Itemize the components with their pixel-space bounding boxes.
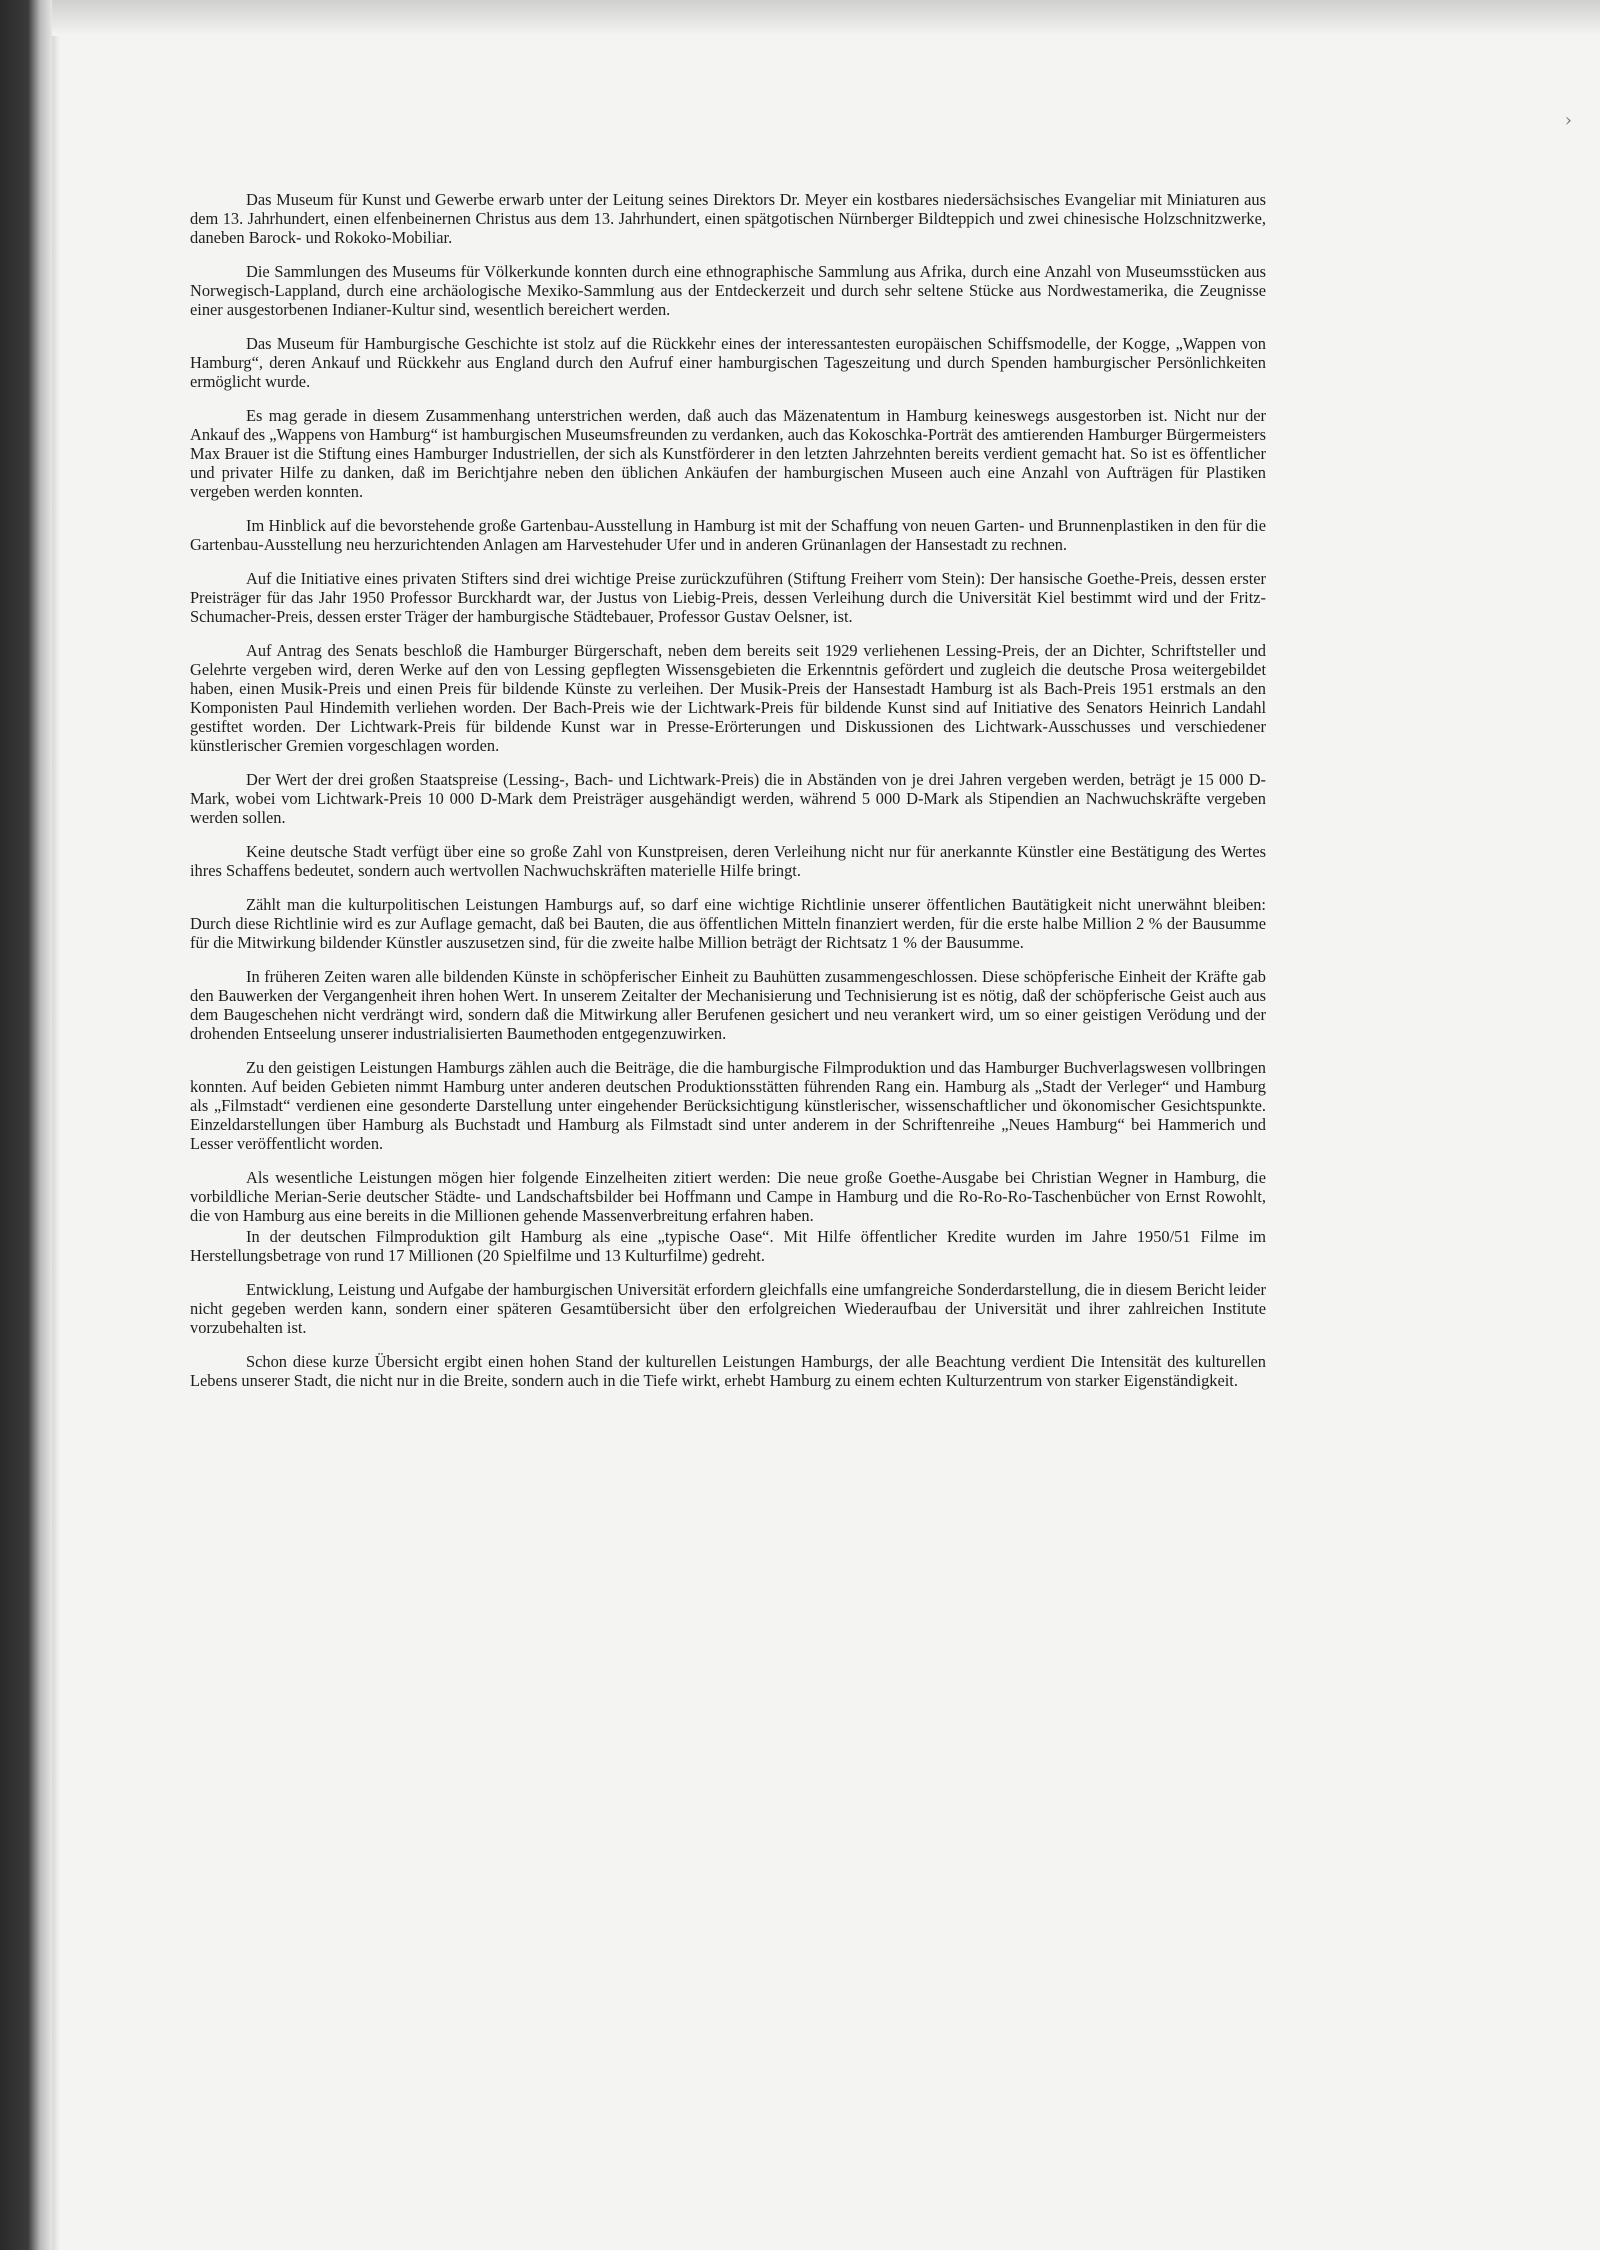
paragraph: Zählt man die kulturpolitischen Leistungen Hamburgs auf, so darf eine wichtige Richtlinie unserer öffentlichen Bautätigkeit nicht unerwähnt bleiben: Durch diese Richtlinie wird es zur Auflage gemacht, daß bei Bauten, die aus öffentlichen Mitteln finanziert werden, für die erste halbe Million 2 % der Bausumme für die Mitwirkung bildender Künstler auszusetzen sind, für die zweite halbe Million beträgt der Richtsatz 1 % der Bausumme. bbox=[190, 895, 1266, 952]
paragraph: Es mag gerade in diesem Zusammenhang unterstrichen werden, daß auch das Mäzenatentum in Hamburg keineswegs ausgestorben ist. Nicht nur der Ankauf des „Wappens von Hamburg“ ist hamburgischen Museumsfreunden zu verdanken, auch das Kokoschka-Porträt des amtierenden Hamburger Bürgermeisters Max Brauer ist die Stiftung eines Hamburger Industriellen, der sich als Kunstförderer in den letzten Jahrzehnten bereits verdient gemacht hat. So ist es öffentlicher und privater Hilfe zu danken, daß im Berichtjahre neben den üblichen Ankäufen der hamburgischen Museen auch eine Anzahl von Aufträgen für Plastiken vergeben werden konnten. bbox=[190, 406, 1266, 501]
paragraph: Schon diese kurze Übersicht ergibt einen hohen Stand der kulturellen Leistungen Hamburgs, der alle Beachtung verdient Die Intensität des kulturellen Lebens unserer Stadt, die nicht nur in die Breite, sondern auch in die Tiefe wirkt, erhebt Hamburg zu einem echten Kulturzentrum von starker Eigenständigkeit. bbox=[190, 1352, 1266, 1390]
corner-mark: › bbox=[1564, 110, 1572, 131]
paragraph: Entwicklung, Leistung und Aufgabe der hamburgischen Universität erfordern gleichfalls eine umfangreiche Sonderdarstellung, die in diesem Bericht leider nicht gegeben werden kann, sondern einer späteren Gesamtübersicht über den erfolgreichen Wiederaufbau der Universität und ihrer zahlreichen Institute vorzubehalten ist. bbox=[190, 1280, 1266, 1337]
paragraph: Das Museum für Kunst und Gewerbe erwarb unter der Leitung seines Direktors Dr. Meyer ein kostbares niedersächsisches Evangeliar mit Miniaturen aus dem 13. Jahrhundert, einen elfenbeinernen Christus aus dem 13. Jahrhundert, einen spätgotischen Nürnberger Bildteppich und zwei chinesische Holzschnitzwerke, daneben Barock- und Rokoko-Mobiliar. bbox=[190, 190, 1266, 247]
paragraph: Im Hinblick auf die bevorstehende große Gartenbau-Ausstellung in Hamburg ist mit der Schaffung von neuen Garten- und Brunnenplastiken in den für die Gartenbau-Ausstellung neu herzurichtenden Anlagen am Harvestehuder Ufer und in anderen Grünanlagen der Hansestadt zu rechnen. bbox=[190, 516, 1266, 554]
page-left-shadow bbox=[52, 0, 60, 2250]
paragraph: Der Wert der drei großen Staatspreise (Lessing-, Bach- und Lichtwark-Preis) die in Abständen von je drei Jahren vergeben werden, beträgt je 15 000 D-Mark, wobei vom Lichtwark-Preis 10 000 D-Mark dem Preisträger ausgehändigt werden, während 5 000 D-Mark als Stipendien an Nachwuchskräfte vergeben werden sollen. bbox=[190, 770, 1266, 827]
paragraph: Auf die Initiative eines privaten Stifters sind drei wichtige Preise zurückzuführen (Stiftung Freiherr vom Stein): Der hansische Goethe-Preis, dessen erster Preisträger für das Jahr 1950 Professor Burckhardt war, der Justus von Liebig-Preis, dessen Verleihung durch die Universität Kiel bestimmt wird und der Fritz-Schumacher-Preis, dessen erster Träger der hamburgische Städtebauer, Professor Gustav Oelsner, ist. bbox=[190, 569, 1266, 626]
paragraph: In früheren Zeiten waren alle bildenden Künste in schöpferischer Einheit zu Bauhütten zusammengeschlossen. Diese schöpferische Einheit der Kräfte gab den Bauwerken der Vergangenheit ihren hohen Wert. In unserem Zeitalter der Mechanisierung und Technisierung ist es nötig, daß der schöpferische Geist auch aus dem Baugeschehen nicht verdrängt wird, sondern daß die Mitwirkung aller Berufenen gesichert und neu verankert wird, um so einer geistigen Verödung und der drohenden Entseelung unserer industrialisierten Baumethoden entgegenzuwirken. bbox=[190, 967, 1266, 1043]
paragraph: Auf Antrag des Senats beschloß die Hamburger Bürgerschaft, neben dem bereits seit 1929 verliehenen Lessing-Preis, der an Dichter, Schriftsteller und Gelehrte vergeben wird, deren Werke auf den von Lessing gepflegten Wissensgebieten die Erkenntnis gefördert und zugleich die deutsche Prosa weitergebildet haben, einen Musik-Preis und einen Preis für bildende Künste zu verleihen. Der Musik-Preis der Hansestadt Hamburg ist als Bach-Preis 1951 erstmals an den Komponisten Paul Hindemith verliehen worden. Der Bach-Preis wie der Lichtwark-Preis für bildende Kunst sind auf Initiative des Senators Heinrich Landahl gestiftet worden. Der Lichtwark-Preis für bildende Kunst war in Presse-Erörterungen und Diskussionen des Lichtwark-Ausschusses und verschiedener künstlerischer Gremien vorgeschlagen worden. bbox=[190, 641, 1266, 755]
paragraph: Das Museum für Hamburgische Geschichte ist stolz auf die Rückkehr eines der interessantesten europäischen Schiffsmodelle, der Kogge, „Wappen von Hamburg“, deren Ankauf und Rückkehr aus England durch den Aufruf einer hamburgischen Tageszeitung und durch Spenden hamburgischer Persönlichkeiten ermöglicht wurde. bbox=[190, 334, 1266, 391]
paragraph: In der deutschen Filmproduktion gilt Hamburg als eine „typische Oase“. Mit Hilfe öffentlicher Kredite wurden im Jahre 1950/51 Filme im Herstellungsbetrage von rund 17 Millionen (20 Spielfilme und 13 Kulturfilme) gedreht. bbox=[190, 1227, 1266, 1265]
book-binding-edge bbox=[0, 0, 52, 2250]
paragraph: Keine deutsche Stadt verfügt über eine so große Zahl von Kunstpreisen, deren Verleihung nicht nur für anerkannte Künstler eine Bestätigung des Wertes ihres Schaffens bedeutet, sondern auch wertvollen Nachwuchskräften materielle Hilfe bringt. bbox=[190, 842, 1266, 880]
document-body bbox=[190, 190, 1266, 1405]
paragraph: Zu den geistigen Leistungen Hamburgs zählen auch die Beiträge, die die hamburgische Filmproduktion und das Hamburger Buchverlagswesen vollbringen konnten. Auf beiden Gebieten nimmt Hamburg unter anderen deutschen Produktionsstätten führenden Rang ein. Hamburg als „Stadt der Verleger“ und Hamburg als „Filmstadt“ verdienen eine gesonderte Darstellung unter eingehender Berücksichtigung künstlerischer, wissenschaftlicher und ökonomischer Gesichtspunkte. Einzeldarstellungen über Hamburg als Buchstadt und Hamburg als Filmstadt sind unter anderem in der Schriftenreihe „Neues Hamburg“ bei Hammerich und Lesser veröffentlicht worden. bbox=[190, 1058, 1266, 1153]
paragraph: Als wesentliche Leistungen mögen hier folgende Einzelheiten zitiert werden: Die neue große Goethe-Ausgabe bei Christian Wegner in Hamburg, die vorbildliche Merian-Serie deutscher Städte- und Landschaftsbilder bei Hoffmann und Campe in Hamburg und die Ro-Ro-Ro-Taschenbücher von Ernst Rowohlt, die von Hamburg aus eine bereits in die Millionen gehende Massenverbreitung erfahren haben. bbox=[190, 1168, 1266, 1225]
page-top-shadow bbox=[52, 0, 1600, 36]
paragraph: Die Sammlungen des Museums für Völkerkunde konnten durch eine ethnographische Sammlung aus Afrika, durch eine Anzahl von Museumsstücken aus Norwegisch-Lappland, durch eine archäologische Mexiko-Sammlung aus der Entdeckerzeit und durch sehr seltene Stücke aus Nordwestamerika, die Zeugnisse einer ausgestorbenen Indianer-Kultur sind, wesentlich bereichert werden. bbox=[190, 262, 1266, 319]
